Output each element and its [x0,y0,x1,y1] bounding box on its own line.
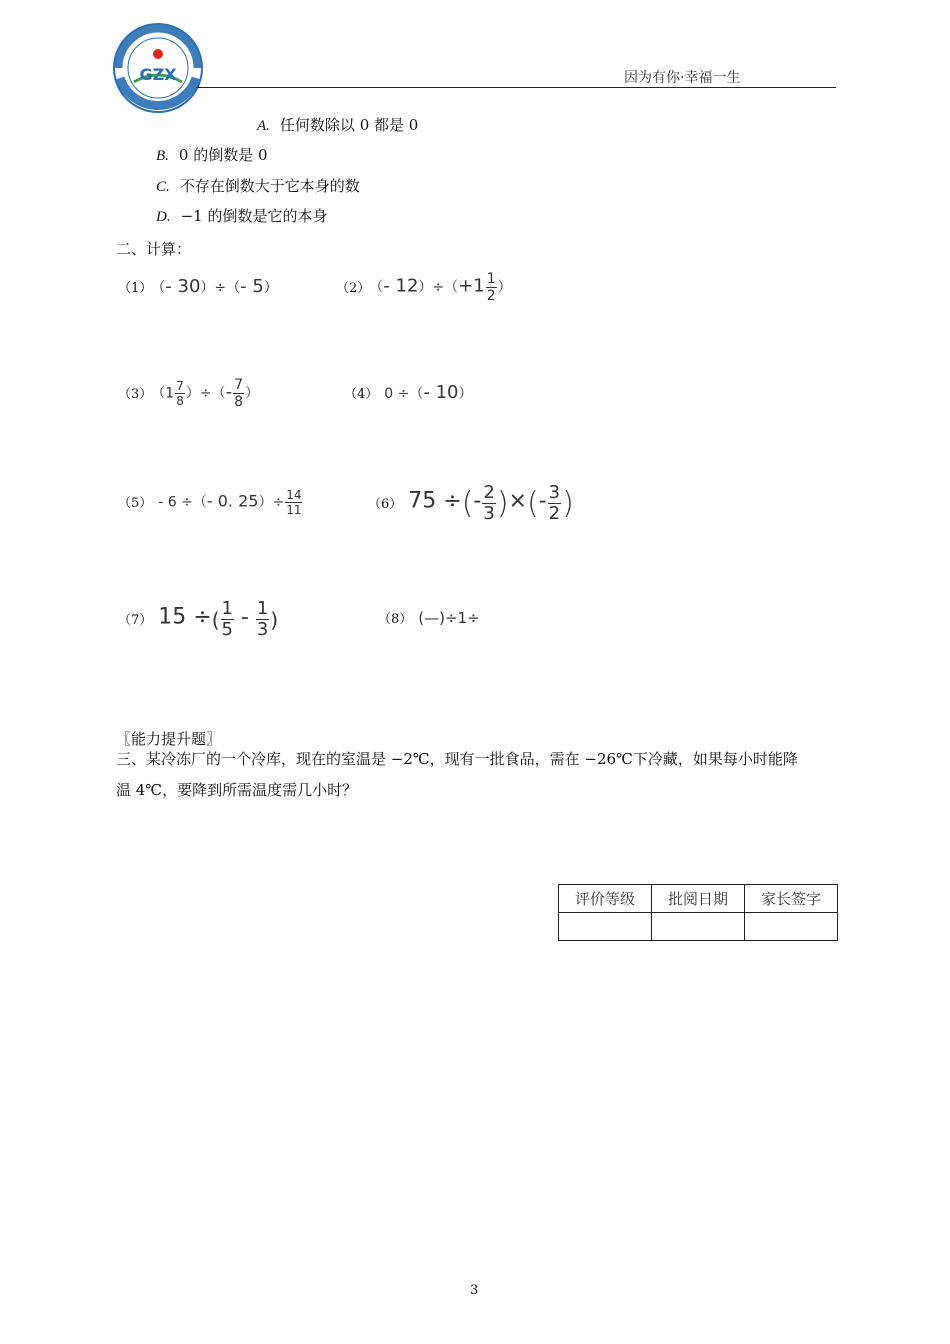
p5-part-a: - 6 ÷（ [158,494,207,511]
option-b-letter: B. [156,148,169,164]
p3-part-c: ）÷（ [185,385,226,402]
p1-part-c: ）÷（ [200,280,241,296]
p4-part-a: 0 ÷（ [384,386,424,402]
p7-fraction-2 [256,600,269,639]
problem-1-number: （1） [118,281,153,296]
problem-3 [118,378,259,409]
header-rule [196,87,836,88]
p3-frac1-den: 8 [176,394,184,408]
p6-right-paren-1: ) [496,486,509,521]
p5-part-c: ）÷ [258,494,285,511]
evaluation-header-row [559,885,838,913]
p2-part-b: - 12 [383,275,419,297]
problem-6 [368,484,574,523]
p3-part-d: - [225,381,233,403]
p7-part-a: 15 ÷ [158,604,212,630]
logo-monogram: GZX [139,65,177,84]
p3-part-a: （1 [158,385,175,402]
header-parent-signature: 家长签字 [745,885,838,913]
problem-6-number: （6） [368,496,403,512]
p1-part-e: ） [263,280,278,296]
p2-frac-den: 2 [486,288,496,304]
option-c-letter: C. [156,179,170,195]
option-a-text: 任何数除以 0 都是 0 [279,116,419,134]
p6-frac1-den: 3 [483,503,495,524]
p6-right-paren-2: ) [562,486,574,521]
p8-expression: (—)÷1÷ [418,609,480,627]
p2-part-e: ） [497,279,512,296]
problem-4 [344,382,473,403]
p6-left-paren-1: ( [461,486,474,521]
p6-frac2-num: 3 [548,482,561,503]
p4-part-e: ） [458,386,473,402]
p5-fraction [285,489,302,516]
section-2-title: 二、计算： [116,240,192,258]
header-review-date: 批阅日期 [652,885,745,913]
ability-tag: 〖能力提升题〗 [116,730,222,748]
option-b [156,145,268,166]
p7-left-paren: ( [211,607,220,632]
page-number: 3 [470,1283,479,1298]
p7-fraction-1 [221,600,234,639]
p3-frac1-num: 7 [176,379,184,393]
option-b-text: 0 的倒数是 0 [178,146,268,164]
p4-part-b: - 10 [423,382,459,403]
p6-times: × [508,488,527,514]
p7-frac2-num: 1 [256,598,269,619]
problem-4-number: （4） [344,387,379,402]
option-d-text: −1 的倒数是它的本身 [180,207,328,225]
p3-frac2-den: 8 [234,394,243,410]
p7-frac2-den: 3 [256,619,269,640]
p3-fraction-1 [175,380,185,407]
p7-right-paren: ) [270,607,279,632]
p7-frac1-den: 5 [221,619,233,640]
parent-signature-cell[interactable] [745,913,838,941]
p2-part-d: +1 [458,275,485,297]
p6-part-a: 75 ÷ [408,488,462,514]
section-3-line-2: 温 4℃，要降到所需温度需几小时？ [116,781,358,799]
p3-part-e: ） [245,385,259,402]
problem-1 [118,276,278,297]
p7-minus: - [240,604,249,630]
p1-part-d: - 5 [240,276,264,297]
option-c [156,176,360,197]
p5-frac-den: 11 [286,503,302,517]
problem-7-number: （7） [118,612,153,628]
evaluation-table [558,884,838,941]
p5-frac-num: 14 [286,488,302,502]
p7-frac1-num: 1 [221,598,233,619]
p6-frac2-den: 2 [548,503,561,524]
p6-frac1-num: 2 [483,482,495,503]
p1-part-a: （ [158,280,166,296]
problem-3-number: （3） [118,386,153,402]
problem-5 [118,489,303,516]
problem-8 [378,608,480,627]
header-motto: 因为有你·幸福一生 [624,70,741,86]
p3-fraction-2 [233,378,244,409]
problem-5-number: （5） [118,495,153,511]
p2-part-c: ）÷（ [418,279,459,296]
option-d [156,206,327,227]
review-date-cell[interactable] [652,913,745,941]
p2-fraction [486,272,497,303]
option-a [257,115,418,136]
header-grade: 评价等级 [559,885,652,913]
p1-part-b: - 30 [165,276,201,297]
evaluation-value-row [559,913,838,941]
p3-frac2-num: 7 [234,377,243,393]
section-3-question [116,744,836,806]
p6-left-paren-2: ( [526,486,539,521]
option-a-letter: A. [257,118,270,134]
grade-cell[interactable] [559,913,652,941]
p6-fraction-1 [482,484,495,523]
p5-part-b: - 0. 25 [206,491,259,511]
option-c-text: 不存在倒数大于它本身的数 [179,177,360,195]
option-d-letter: D. [156,209,171,225]
p6-minus-2: - [538,488,547,514]
p2-frac-num: 1 [486,271,496,287]
problem-7 [118,600,278,639]
problem-2-number: （2） [336,280,371,296]
p2-part-a: （ [376,279,384,296]
school-logo [112,20,204,116]
p6-fraction-2 [548,484,561,523]
problem-8-number: （8） [378,612,413,627]
p6-minus-1: - [473,488,482,514]
problem-2 [336,272,512,303]
section-3-line-1: 三、某冷冻厂的一个冷库，现在的室温是 −2℃，现有一批食品，需在 −26℃下冷藏，如果每小时能降 [116,750,798,768]
